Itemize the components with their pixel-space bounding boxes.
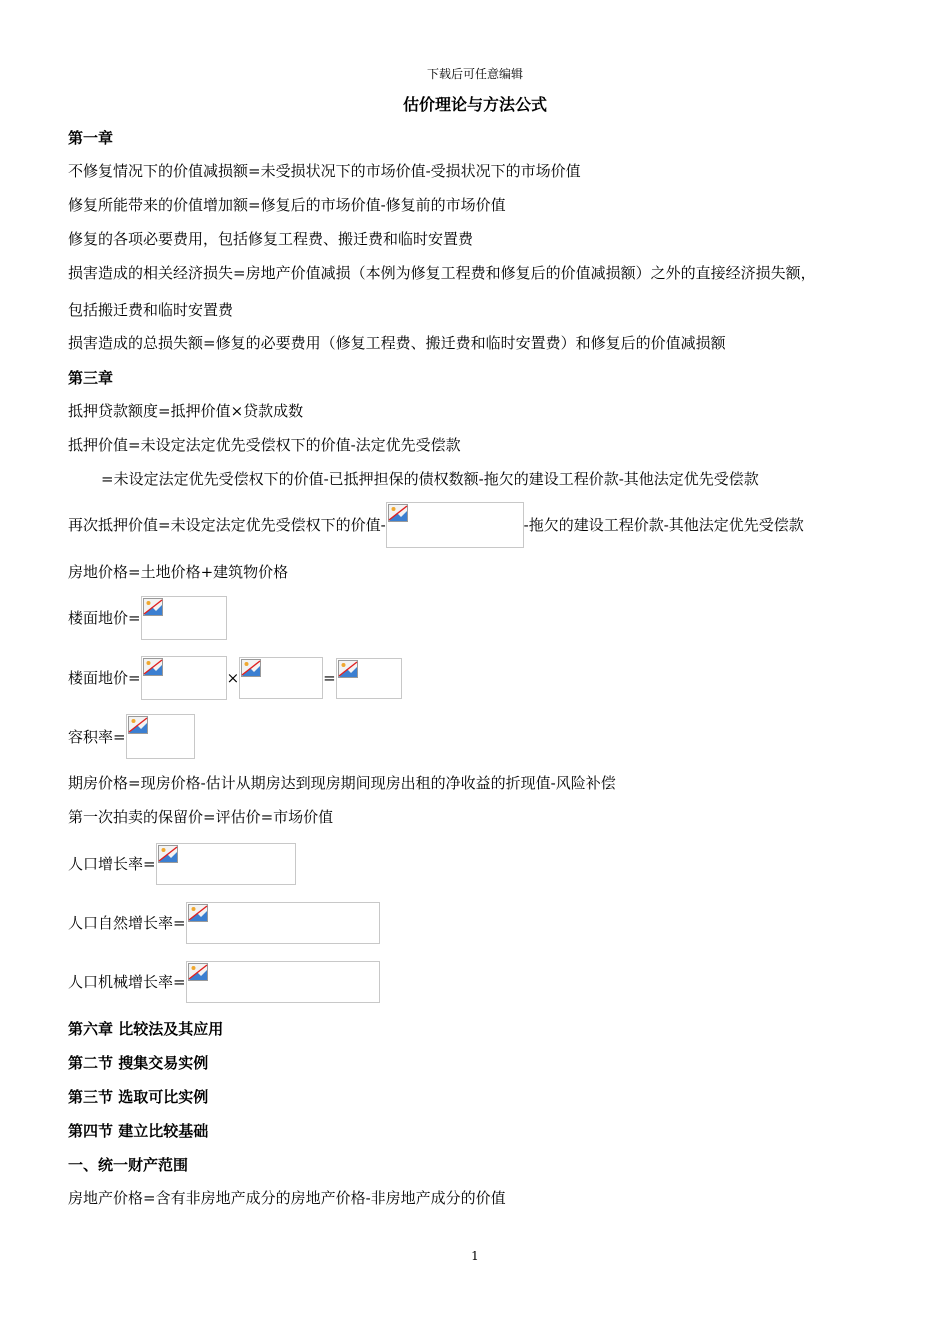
formula-text: 人口增长率=: [68, 855, 156, 873]
subsection-heading: 一、统一财产范围: [68, 1156, 189, 1174]
broken-image-icon: [128, 716, 148, 734]
formula-text: -拖欠的建设工程价款-其他法定优先受偿款: [523, 516, 804, 534]
section-heading: 第二节 搜集交易实例: [68, 1054, 209, 1072]
formula-line-mechanical-growth: [68, 961, 380, 1003]
formula-line: 期房价格=现房价格-估计从期房达到现房期间现房出租的净收益的折现值-风险补偿: [68, 774, 616, 792]
times-sign: ×: [226, 669, 240, 687]
formula-line: 抵押贷款额度=抵押价值×贷款成数: [68, 402, 304, 420]
text-line: 包括搬迁费和临时安置费: [68, 301, 234, 319]
section-heading: 第四节 建立比较基础: [68, 1122, 209, 1140]
formula-line-floor-price-2: [68, 656, 402, 700]
formula-line-plot-ratio: [68, 714, 195, 759]
formula-line-second-mortgage: [68, 502, 804, 548]
formula-line-population-growth: [68, 843, 296, 885]
formula-line: 修复所能带来的价值增加额=修复后的市场价值-修复前的市场价值: [68, 196, 506, 214]
broken-image-icon: [158, 845, 178, 863]
formula-text: 容积率=: [68, 727, 126, 746]
formula-line: 损害造成的相关经济损失=房地产价值减损（本例为修复工程费和修复后的价值减损额）之外的直接经济损失额，: [68, 264, 816, 282]
formula-image: [186, 902, 380, 944]
chapter-3-heading: 第三章: [68, 369, 114, 387]
formula-image: [239, 657, 323, 699]
formula-line: 房地价格=土地价格+建筑物价格: [68, 563, 289, 581]
formula-image: [336, 658, 402, 699]
formula-text: 人口自然增长率=: [68, 914, 186, 932]
formula-line: 第一次拍卖的保留价=评估价=市场价值: [68, 808, 334, 826]
formula-image: [141, 656, 227, 700]
broken-image-icon: [188, 904, 208, 922]
broken-image-icon: [388, 504, 408, 522]
equals-sign: =: [323, 669, 336, 687]
formula-line: 不修复情况下的价值减损额=未受损状况下的市场价值-受损状况下的市场价值: [68, 162, 581, 180]
formula-text: 楼面地价=: [68, 669, 141, 687]
section-heading: 第三节 选取可比实例: [68, 1088, 209, 1106]
formula-image: [141, 596, 227, 640]
formula-image: [186, 961, 380, 1003]
formula-line-natural-growth: [68, 902, 380, 944]
formula-line: =未设定法定优先受偿权下的价值-已抵押担保的债权数额-拖欠的建设工程价款-其他法定优先受偿款: [101, 470, 759, 488]
page-number: 1: [471, 1249, 479, 1263]
broken-image-icon: [188, 963, 208, 981]
broken-image-icon: [143, 598, 163, 616]
text-line: 修复的各项必要费用，包括修复工程费、搬迁费和临时安置费: [68, 230, 474, 248]
chapter-6-heading: 第六章 比较法及其应用: [68, 1020, 224, 1038]
formula-line: 损害造成的总损失额=修复的必要费用（修复工程费、搬迁费和临时安置费）和修复后的价值减损额: [68, 334, 726, 352]
chapter-1-heading: 第一章: [68, 129, 114, 147]
broken-image-icon: [241, 659, 261, 677]
broken-image-icon: [143, 658, 163, 676]
formula-text: 再次抵押价值=未设定法定优先受偿权下的价值-: [68, 516, 386, 534]
formula-image: [386, 502, 524, 548]
formula-text: 人口机械增长率=: [68, 973, 186, 991]
document-title: 估价理论与方法公式: [402, 95, 547, 114]
formula-image: [126, 714, 195, 759]
formula-line-floor-price: [68, 596, 227, 640]
formula-line: 抵押价值=未设定法定优先受偿权下的价值-法定优先受偿款: [68, 436, 461, 454]
broken-image-icon: [338, 660, 358, 678]
page-header: 下载后可任意编辑: [426, 67, 523, 81]
formula-line: 房地产价格=含有非房地产成分的房地产价格-非房地产成分的价值: [68, 1189, 506, 1207]
formula-text: 楼面地价=: [68, 609, 141, 627]
formula-image: [156, 843, 296, 885]
